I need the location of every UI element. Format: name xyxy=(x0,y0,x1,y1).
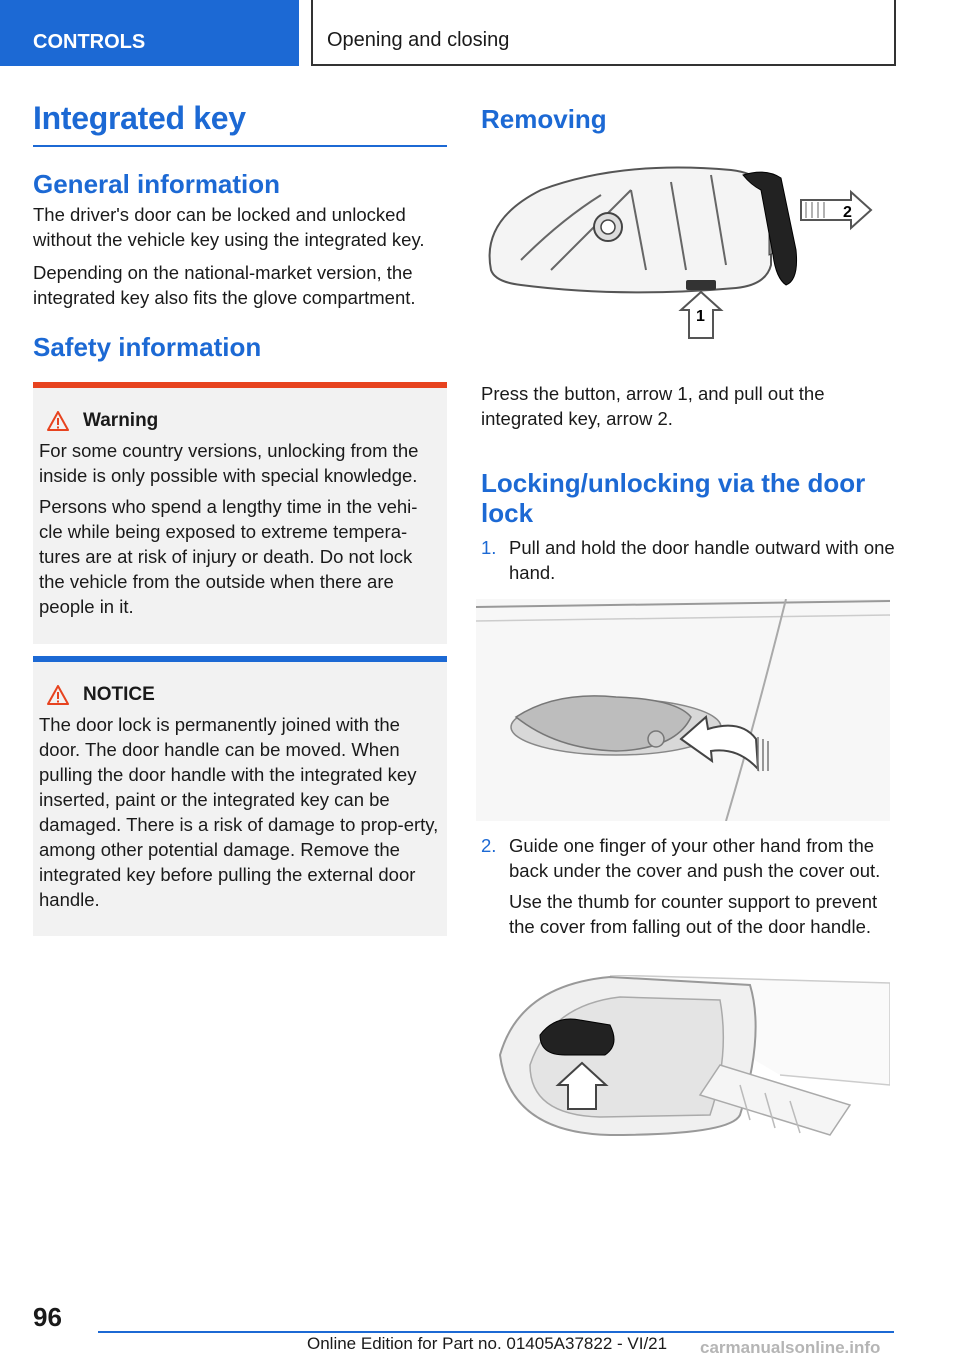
notice-title xyxy=(39,684,441,706)
handle-cover-illustration xyxy=(490,975,890,1140)
page-title: Integrated key xyxy=(33,100,447,147)
safety-heading: Safety information xyxy=(33,332,262,362)
step-text: Guide one finger of your other hand from the back under the cover and push the cover out. xyxy=(509,835,881,881)
locking-heading: Locking/unlocking via the door lock xyxy=(481,468,866,528)
step-1 xyxy=(481,535,896,585)
removing-description: Press the button, arrow 1, and pull out the integrated key, arrow 2. xyxy=(481,383,825,429)
footer-edition: Online Edition for Part no. 01405A37822 - VI/21 xyxy=(307,1334,668,1353)
general-paragraph-2: Depending on the national-market version, the integrated key also fits the glove compartment. xyxy=(33,262,416,308)
door-handle-illustration xyxy=(476,599,890,821)
arrow-1-label: 1 xyxy=(696,308,705,325)
warning-paragraph-1: For some country versions, unlocking from the inside is only possible with special knowledge. xyxy=(39,440,419,486)
removing-heading: Removing xyxy=(481,104,607,134)
arrow-2-label: 2 xyxy=(843,204,852,221)
page-number: 96 xyxy=(33,1302,62,1332)
step-2 xyxy=(481,833,901,939)
topic-header: Opening and closing xyxy=(311,0,896,66)
notice-paragraph: The door lock is permanently joined with the door. The door handle can be moved. When pulling the door handle with the integrated key inserted, paint or the integrated key can be damaged. There is a risk of damage to prop-erty, among other potential damage. Remove the integrated key before pulling the external door handle. xyxy=(39,714,439,910)
section-tab: CONTROLS xyxy=(0,0,299,66)
step-number: 2. xyxy=(481,835,497,856)
warning-title-text: Warning xyxy=(83,410,159,431)
left-column xyxy=(33,100,447,363)
warning-triangle-icon xyxy=(47,685,69,705)
general-heading: General information xyxy=(33,169,281,199)
warning-triangle-icon xyxy=(47,411,69,431)
step-subtext: Use the thumb for counter support to prevent the cover from falling out of the door handle. xyxy=(509,891,878,937)
warning-paragraph-2: Persons who spend a lengthy time in the vehi-cle while being exposed to extreme tempera-tures are at risk of injury or death. Do not lock the vehicle from the outside when there are people in it. xyxy=(39,496,418,617)
general-paragraph-1: The driver's door can be locked and unlocked without the vehicle key using the integrated key. xyxy=(33,204,425,250)
step-text: Pull and hold the door handle outward with one hand. xyxy=(509,537,895,583)
warning-title xyxy=(39,410,441,432)
notice-box xyxy=(33,656,447,936)
notice-title-text: NOTICE xyxy=(83,684,155,705)
key-removal-illustration xyxy=(481,160,881,350)
watermark: carmanualsonline.info xyxy=(700,1338,881,1357)
warning-box xyxy=(33,382,447,644)
footer-rule xyxy=(98,1331,894,1333)
step-number: 1. xyxy=(481,537,497,558)
